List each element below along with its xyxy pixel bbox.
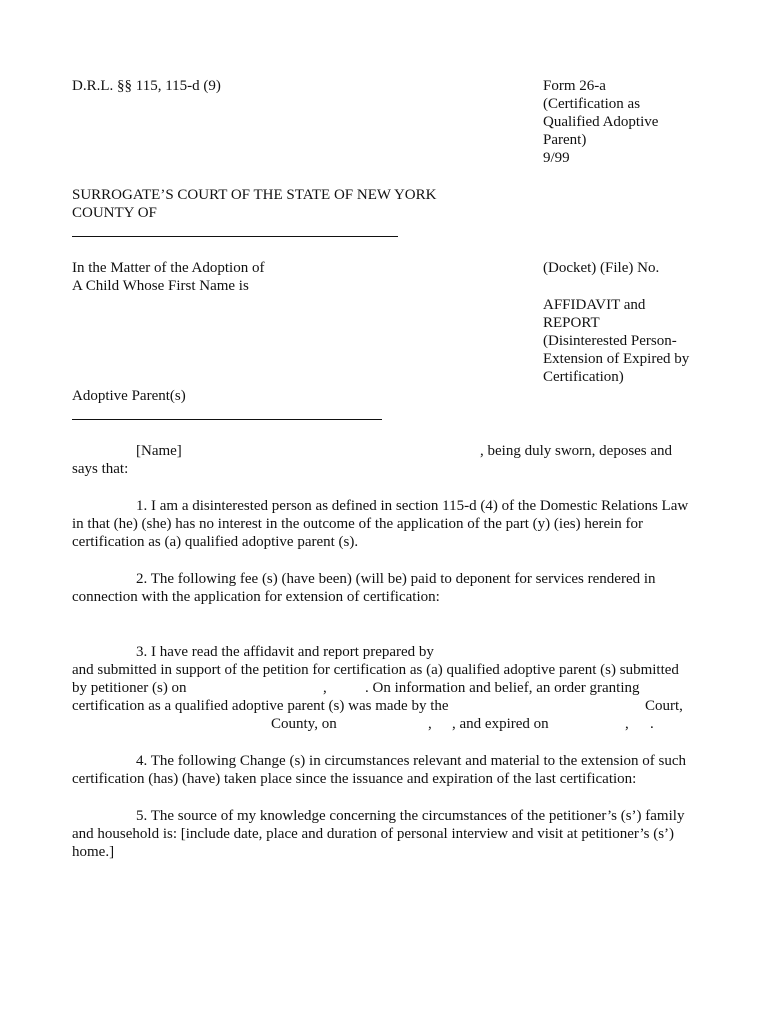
paragraph-3-comma: ,: [323, 680, 327, 696]
paragraph-2-line: 2. The following fee (s) (have been) (will be) paid to deponent for services rendered in: [136, 571, 656, 587]
paragraph-5-line: 5. The source of my knowledge concerning the circumstances of the petitioner’s (s’) family: [136, 808, 685, 824]
document-title-line: Certification): [543, 369, 624, 385]
name-placeholder: [Name]: [136, 443, 182, 459]
caption-divider: [72, 236, 398, 237]
document-title-line: (Disinterested Person-: [543, 333, 677, 349]
paragraph-5-line: home.]: [72, 844, 115, 860]
form-line: Parent): [543, 132, 587, 148]
county-label: COUNTY OF: [72, 205, 157, 221]
paragraph-3-comma: ,: [625, 716, 629, 732]
paragraph-3-line: and submitted in support of the petition for certification as (a) qualified adoptive parent (s) submitted: [72, 662, 679, 678]
paragraph-2-line: connection with the application for extension of certification:: [72, 589, 440, 605]
sworn-statement: , being duly sworn, deposes and: [480, 443, 673, 459]
document-title-line: REPORT: [543, 315, 600, 331]
paragraph-3-period: .: [650, 716, 654, 732]
says-that: says that:: [72, 461, 129, 477]
document-title-line: Extension of Expired by: [543, 351, 690, 367]
paragraph-3-line: . On information and belief, an order granting: [365, 680, 640, 696]
child-first-name-label: A Child Whose First Name is: [72, 278, 249, 294]
form-line: Qualified Adoptive: [543, 114, 659, 130]
paragraph-1-line: certification as (a) qualified adoptive parent (s).: [72, 534, 359, 550]
paragraph-3-line: certification as a qualified adoptive parent (s) was made by the: [72, 698, 449, 714]
form-line: 9/99: [543, 150, 570, 166]
statute-citation: D.R.L. §§ 115, 115-d (9): [72, 78, 221, 94]
document-title-line: AFFIDAVIT and: [543, 297, 646, 313]
adoptive-parents-label: Adoptive Parent(s): [72, 388, 186, 404]
paragraph-3-expired: , and expired on: [452, 716, 549, 732]
paragraph-5-line: and household is: [include date, place and duration of personal interview and visit at petitioner’s (s’): [72, 826, 675, 842]
paragraph-3-line: 3. I have read the affidavit and report prepared by: [136, 644, 434, 660]
paragraph-1-line: 1. I am a disinterested person as defined in section 115-d (4) of the Domestic Relations Law: [136, 498, 689, 514]
paragraph-4-line: certification (has) (have) taken place since the issuance and expiration of the last certification:: [72, 771, 637, 787]
docket-number-label: (Docket) (File) No.: [543, 260, 660, 276]
form-line: (Certification as: [543, 96, 641, 112]
paragraph-1-line: in that (he) (she) has no interest in the outcome of the application of the part (y) (ies) herein for: [72, 516, 644, 532]
document-title-block: [543, 296, 689, 386]
paragraph-4-line: 4. The following Change (s) in circumstances relevant and material to the extension of such: [136, 753, 686, 769]
form-number-block: [543, 77, 658, 167]
matter-title: In the Matter of the Adoption of: [72, 260, 265, 276]
paragraph-3-comma: ,: [428, 716, 432, 732]
caption-bottom-divider: [72, 419, 382, 420]
paragraph-3-county: County, on: [271, 716, 337, 732]
paragraph-3-line: by petitioner (s) on: [72, 680, 187, 696]
form-line: Form 26-a: [543, 78, 606, 94]
paragraph-3-court: Court,: [645, 698, 683, 714]
court-name: SURROGATE’S COURT OF THE STATE OF NEW YORK: [72, 187, 437, 203]
